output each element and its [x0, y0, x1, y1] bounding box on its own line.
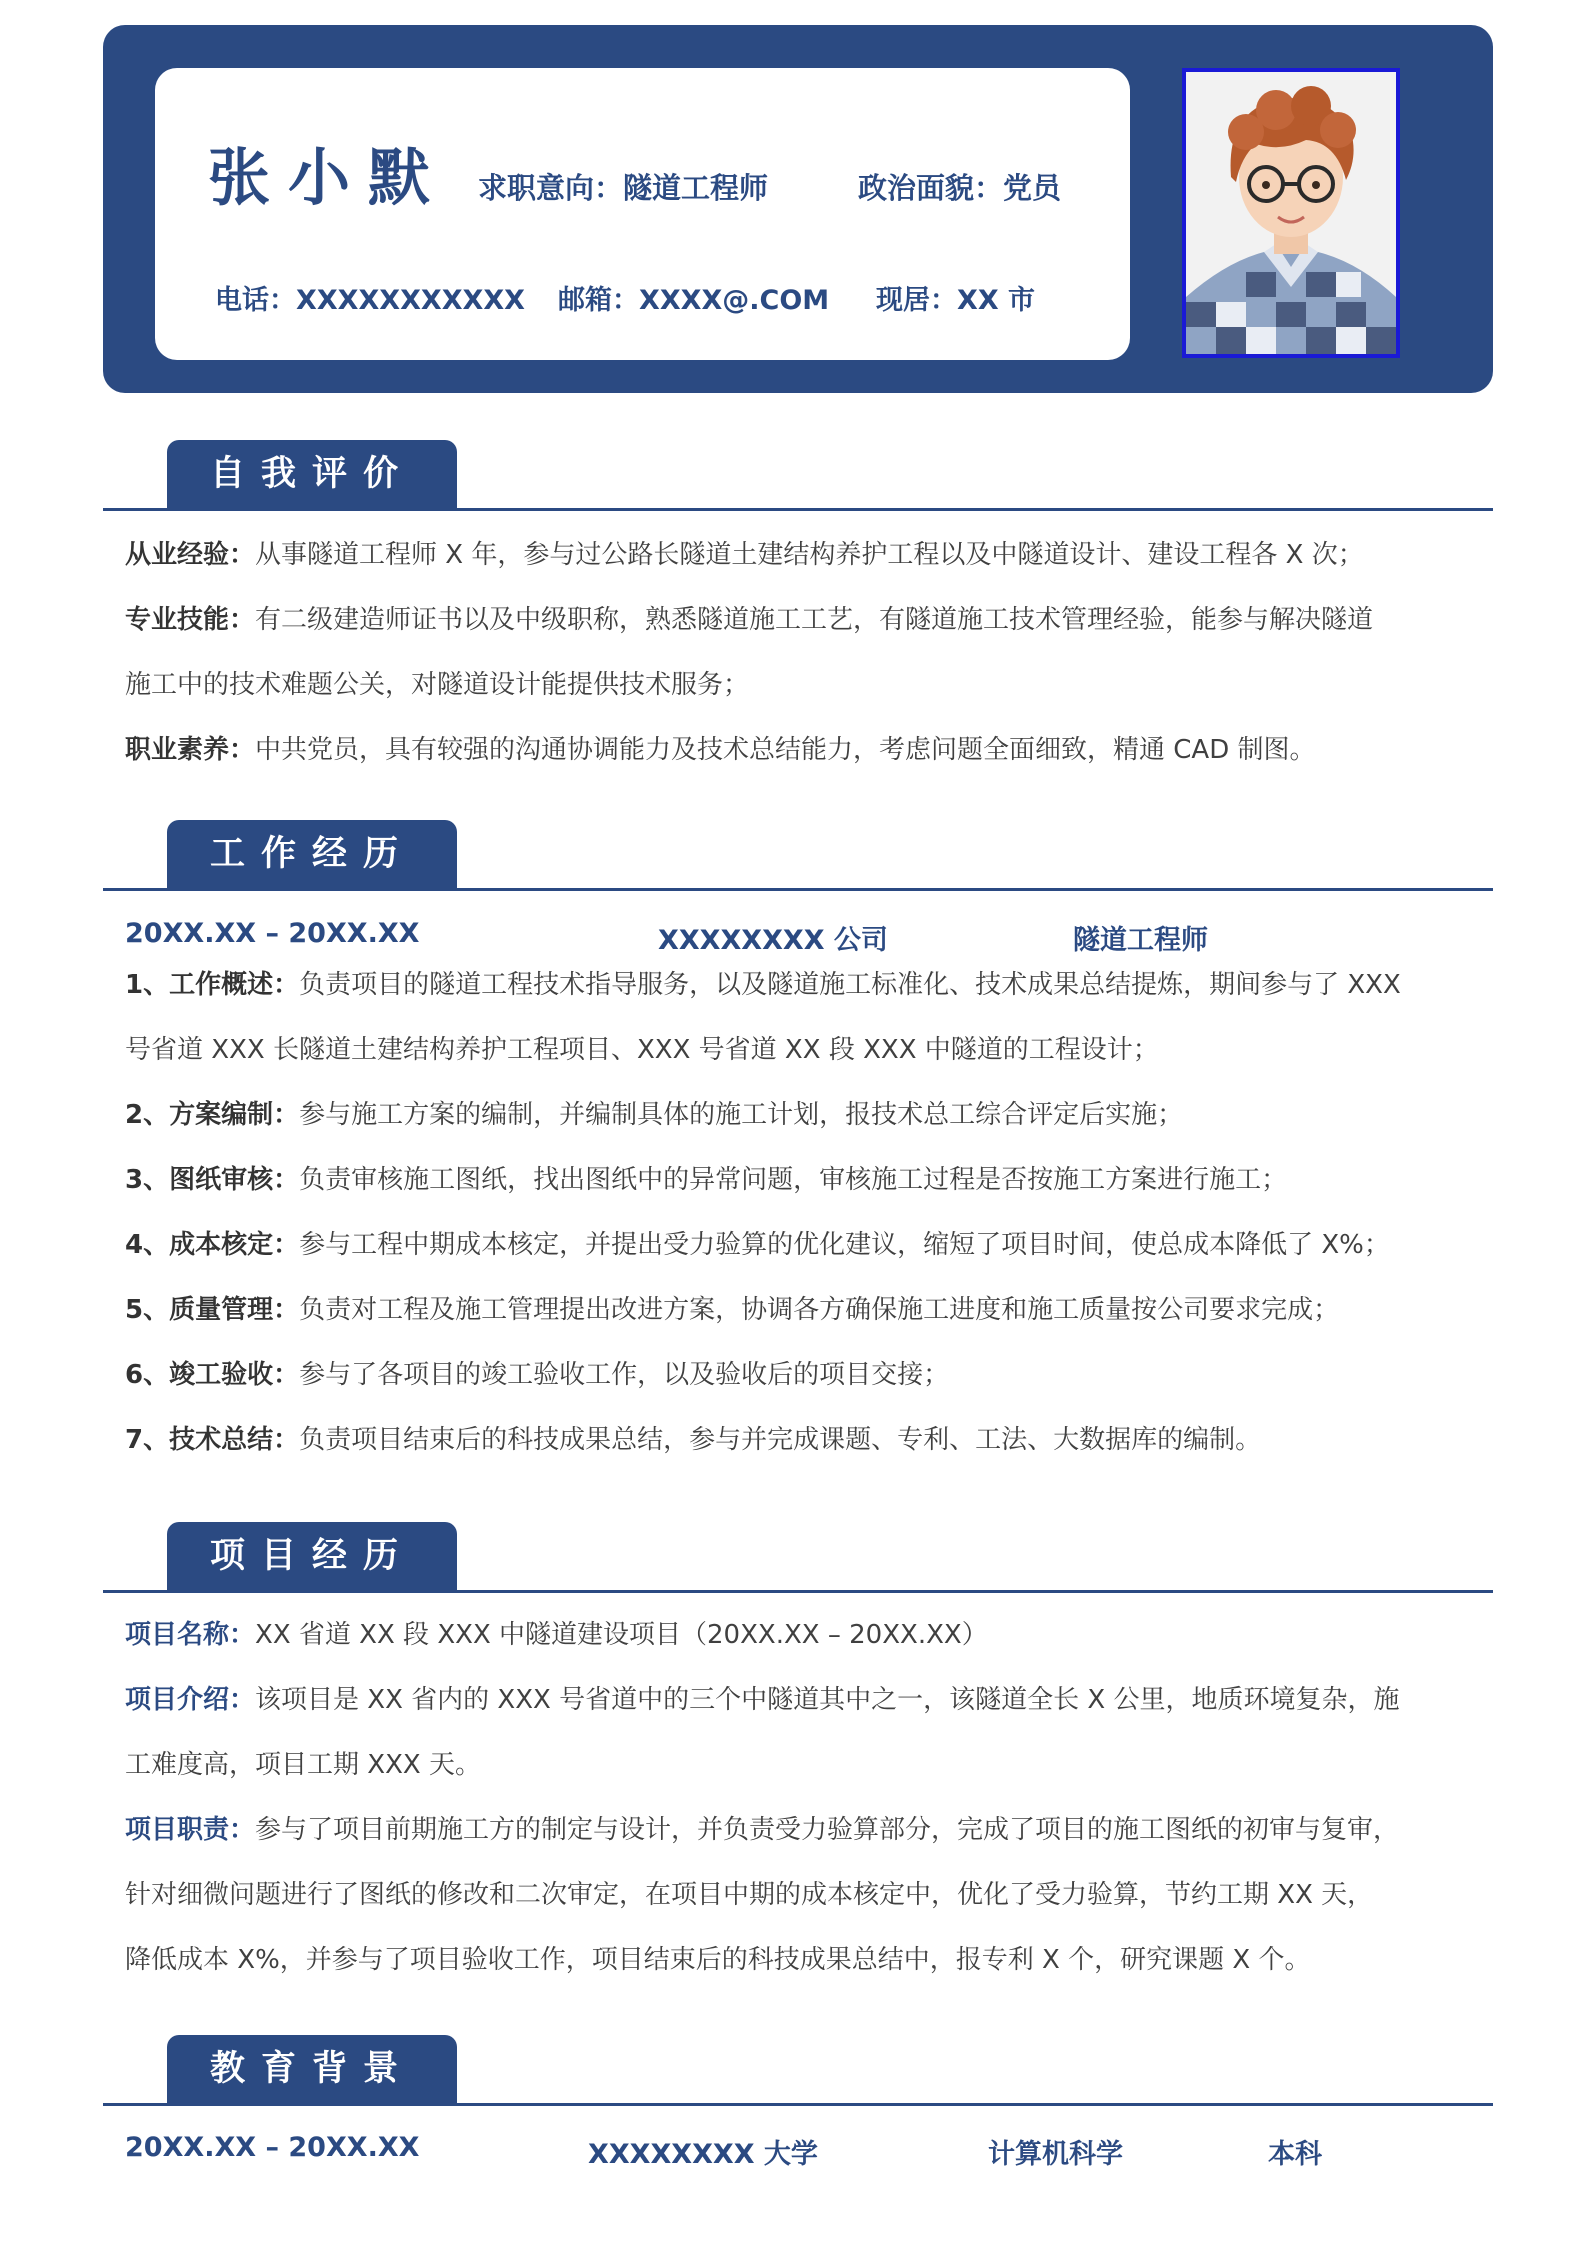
- project-intro-cont: 工难度高，项目工期 XXX 天。: [125, 1750, 481, 1780]
- label: 4、成本核定：: [125, 1230, 300, 1260]
- work-item-1: [125, 953, 1485, 1018]
- label: 3、图纸审核：: [125, 1165, 300, 1195]
- label: 7、技术总结：: [125, 1425, 300, 1455]
- text: 参与施工方案的编制，并编制具体的施工计划，报技术总工综合评定后实施；: [299, 1100, 1184, 1130]
- label: 项目名称：: [125, 1620, 256, 1650]
- project-duty: [125, 1798, 1485, 1863]
- text: 负责审核施工图纸，找出图纸中的异常问题，审核施工过程是否按施工方案进行施工；: [299, 1165, 1288, 1195]
- work-position: 隧道工程师: [1073, 925, 1208, 956]
- section-divider: [103, 2103, 1493, 2106]
- project-duty-cont-2: 降低成本 X%，并参与了项目验收工作，项目结束后的科技成果总结中，报专利 X 个，研究课题 X 个。: [125, 1945, 1311, 1975]
- label: 从业经验：: [125, 540, 256, 570]
- section-title-education: 教育背景: [167, 2035, 457, 2103]
- work-period: 20XX.XX – 20XX.XX: [125, 918, 420, 949]
- work-item-2: [125, 1083, 1485, 1148]
- text: XX 省道 XX 段 XXX 中隧道建设项目（20XX.XX – 20XX.XX）: [255, 1620, 988, 1650]
- edu-degree: 本科: [1268, 2139, 1322, 2170]
- text: 中共党员，具有较强的沟通协调能力及技术总结能力，考虑问题全面细致，精通 CAD 制图。: [255, 735, 1316, 765]
- work-item-1-cont: 号省道 XXX 长隧道土建结构养护工程项目、XXX 号省道 XX 段 XXX 中隧道的工程设计；: [125, 1035, 1159, 1065]
- text: 该项目是 XX 省内的 XXX 号省道中的三个中隧道其中之一，该隧道全长 X 公里，地质环境复杂，施: [255, 1685, 1400, 1715]
- section-divider: [103, 508, 1493, 511]
- political-status: 政治面貌：党员: [858, 171, 1062, 205]
- label: 1、工作概述：: [125, 970, 300, 1000]
- edu-period: 20XX.XX – 20XX.XX: [125, 2132, 420, 2163]
- text: 负责对工程及施工管理提出改进方案，协调各方确保施工进度和施工质量按公司要求完成；: [299, 1295, 1340, 1325]
- text: 从事隧道工程师 X 年，参与过公路长隧道土建结构养护工程以及中隧道设计、建设工程各 X 次；: [255, 540, 1364, 570]
- work-company: XXXXXXXX 公司: [658, 925, 888, 956]
- self-eval-quality: [125, 718, 1485, 783]
- work-item-4: [125, 1213, 1485, 1278]
- section-divider: [103, 1590, 1493, 1593]
- label: 5、质量管理：: [125, 1295, 300, 1325]
- text: 负责项目的隧道工程技术指导服务，以及隧道施工标准化、技术成果总结提炼，期间参与了 XXX: [299, 970, 1401, 1000]
- text: 参与了各项目的竣工验收工作，以及验收后的项目交接；: [299, 1360, 950, 1390]
- edu-major: 计算机科学: [988, 2139, 1123, 2170]
- residence: 现居：XX 市: [876, 285, 1036, 316]
- email: 邮箱：XXXX@.COM: [558, 285, 830, 316]
- label: 项目职责：: [125, 1815, 256, 1845]
- label: 职业素养：: [125, 735, 256, 765]
- self-eval-skills-cont: 施工中的技术难题公关，对隧道设计能提供技术服务；: [125, 670, 750, 700]
- avatar-photo: [1182, 68, 1400, 358]
- work-item-5: [125, 1278, 1485, 1343]
- self-eval-skills: [125, 588, 1485, 653]
- self-eval-experience: [125, 523, 1485, 588]
- label: 专业技能：: [125, 605, 256, 635]
- work-item-7: [125, 1408, 1485, 1473]
- project-name: [125, 1603, 1485, 1668]
- project-duty-cont-1: 针对细微问题进行了图纸的修改和二次审定，在项目中期的成本核定中，优化了受力验算，节约工期 XX 天，: [125, 1880, 1374, 1910]
- section-title-self-eval: 自我评价: [167, 440, 457, 508]
- section-title-project: 项目经历: [167, 1522, 457, 1590]
- job-intent: 求职意向：隧道工程师: [478, 171, 769, 205]
- label: 2、方案编制：: [125, 1100, 300, 1130]
- work-item-6: [125, 1343, 1485, 1408]
- text: 参与了项目前期施工方的制定与设计，并负责受力验算部分，完成了项目的施工图纸的初审与复审，: [255, 1815, 1400, 1845]
- text: 负责项目结束后的科技成果总结，参与并完成课题、专利、工法、大数据库的编制。: [299, 1425, 1262, 1455]
- project-intro: [125, 1668, 1485, 1733]
- label: 6、竣工验收：: [125, 1360, 300, 1390]
- edu-school: XXXXXXXX 大学: [588, 2139, 818, 2170]
- text: 参与工程中期成本核定，并提出受力验算的优化建议，缩短了项目时间，使总成本降低了 X%；: [299, 1230, 1390, 1260]
- section-divider: [103, 888, 1493, 891]
- label: 项目介绍：: [125, 1685, 256, 1715]
- avatar-illustration: [1186, 72, 1396, 354]
- phone: 电话：XXXXXXXXXXX: [215, 285, 525, 316]
- candidate-name: 张小默: [208, 141, 449, 214]
- work-item-3: [125, 1148, 1485, 1213]
- section-title-work: 工作经历: [167, 820, 457, 888]
- text: 有二级建造师证书以及中级职称，熟悉隧道施工工艺，有隧道施工技术管理经验，能参与解决隧道: [255, 605, 1374, 635]
